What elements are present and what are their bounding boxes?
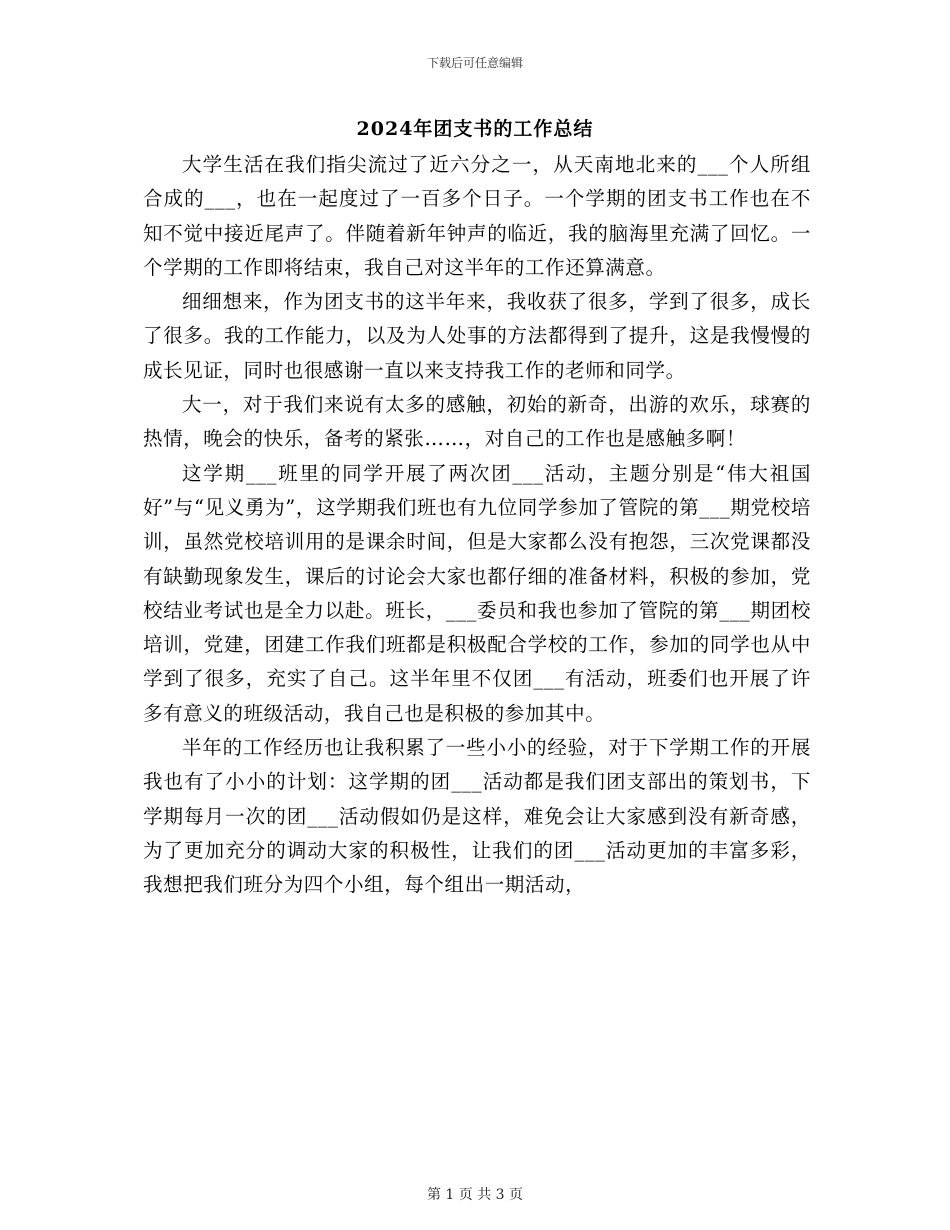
paragraph-2: 细细想来，作为团支书的这半年来，我收获了很多，学到了很多，成长了很多。我的工作能力，以及为人处事的方法都得到了提升，这是我慢慢的成长见证，同时也很感谢一直以来支持我工作的老师和同学。: [143, 290, 811, 382]
document-body: [143, 148, 811, 903]
paragraph-4: 这学期___班里的同学开展了两次团___活动，主题分别是“伟大祖国好”与“见义勇为”，这学期我们班也有九位同学参加了管院的第___期党校培训，虽然党校培训用的是课余时间，但是大家都么没有抱怨，三次党课都没有缺勤现象发生，课后的讨论会大家也都仔细的准备材料，积极的参加，党校结业考试也是全力以赴。班长，___委员和我也参加了管院的第___期团校培训，党建，团建工作我们班都是积极配合学校的工作，参加的同学也从中学到了很多，充实了自己。这半年里不仅团___有活动，班委们也开展了许多有意义的班级活动，我自己也是积极的参加其中。: [143, 461, 811, 725]
paragraph-3: 大一，对于我们来说有太多的感触，初始的新奇，出游的欢乐，球赛的热情，晚会的快乐，备考的紧张……，对自己的工作也是感触多啊！: [143, 393, 811, 451]
page-number-footer: 第 1 页 共 3 页: [426, 1187, 524, 1203]
paragraph-5: 半年的工作经历也让我积累了一些小小的经验，对于下学期工作的开展我也有了小小的计划：这学期的团___活动都是我们团支部出的策划书，下学期每月一次的团___活动假如仍是这样，难免会让大家感到没有新奇感，为了更加充分的调动大家的积极性，让我们的团___活动更加的丰富多彩，我想把我们班分为四个小组，每个组出一期活动，: [143, 736, 811, 897]
document-title: 2024年团支书的工作总结: [356, 118, 594, 140]
page-header-note: 下载后可任意编辑: [426, 56, 523, 70]
paragraph-1: 大学生活在我们指尖流过了近六分之一，从天南地北来的___个人所组合成的___，也在一起度过了一百多个日子。一个学期的团支书工作也在不知不觉中接近尾声了。伴随着新年钟声的临近，我的脑海里充满了回忆。一个学期的工作即将结束，我自己对这半年的工作还算满意。: [143, 153, 811, 279]
